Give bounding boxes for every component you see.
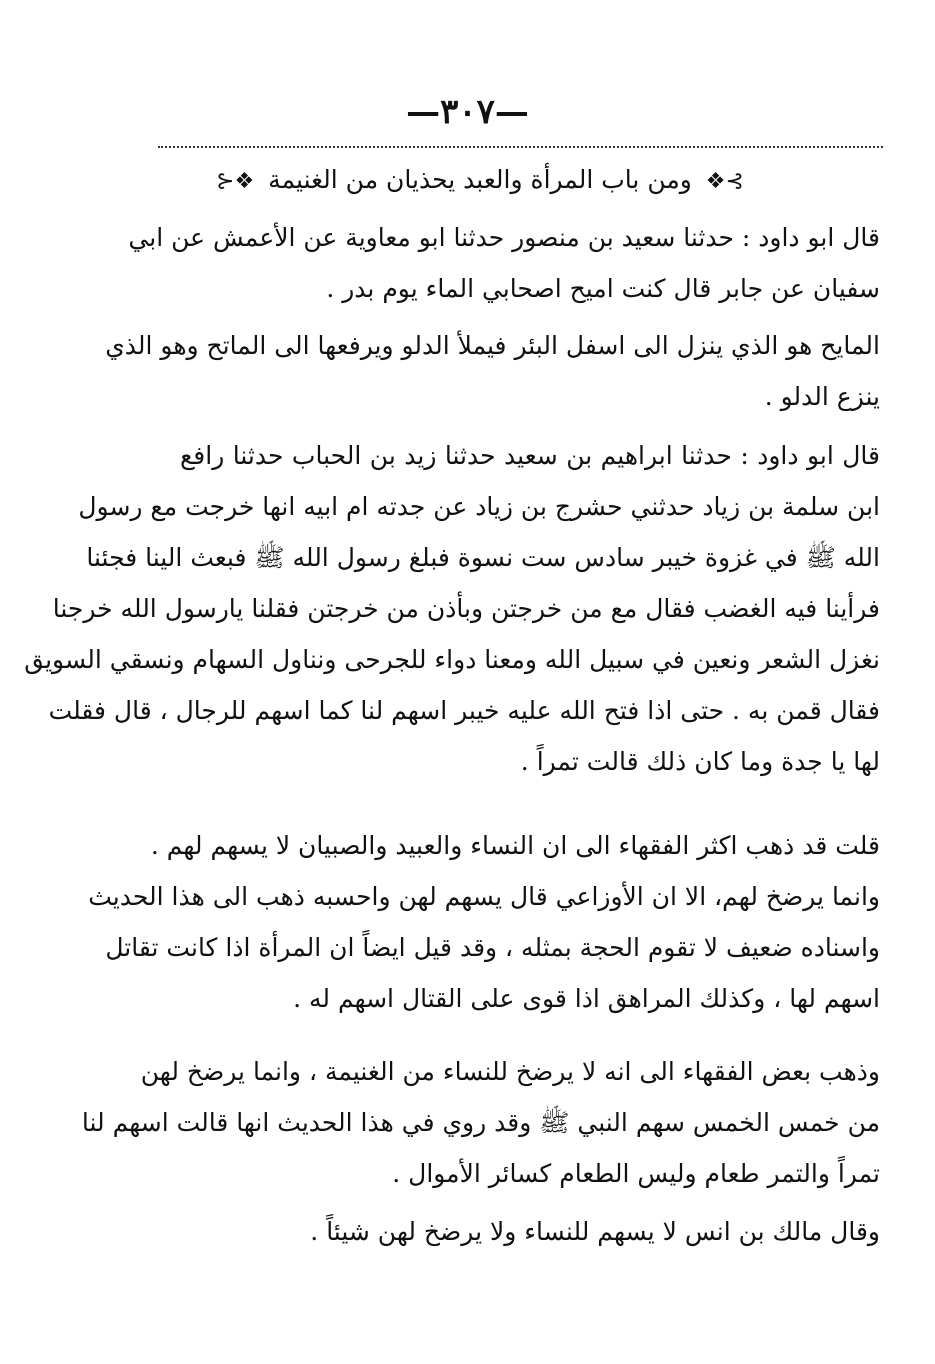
paragraph-4 <box>88 820 880 1024</box>
paragraph-1 <box>128 212 880 314</box>
paragraph-6 <box>180 1206 880 1257</box>
text-line: من خمس الخمس سهم النبي ﷺ وقد روي في هذا الحديث انها قالت اسهم لنا <box>81 1108 880 1137</box>
text-line: قال ابو داود : حدثنا سعيد بن منصور حدثنا ابو معاوية عن الأعمش عن ابي <box>128 223 880 252</box>
text-line: وذهب بعض الفقهاء الى انه لا يرضخ للنساء من الغنيمة ، وانما يرضخ لهن <box>140 1057 880 1086</box>
text-line: قلت قد ذهب اكثر الفقهاء الى ان النساء والعبيد والصبيان لا يسهم لهم . <box>150 831 880 860</box>
header-divider <box>158 146 883 148</box>
chapter-heading-text: ومن باب المرأة والعبد يحذيان من الغنيمة <box>268 165 692 194</box>
text-line: تمراً والتمر طعام وليس الطعام كسائر الأموال . <box>392 1159 880 1188</box>
text-line: فقال قمن به . حتى اذا فتح الله عليه خيبر اسهم لنا كما اسهم للرجال ، قال فقلت <box>48 696 880 725</box>
paragraph-3 <box>24 430 880 787</box>
text-line: ينزع الدلو . <box>764 382 880 411</box>
text-line: وانما يرضخ لهم، الا ان الأوزاعي قال يسهم لهن واحسبه ذهب الى هذا الحديث <box>88 882 880 911</box>
page-number: —٣٠٧— <box>406 92 529 132</box>
text-line: فرأينا فيه الغضب فقال مع من خرجتن وبأذن من خرجتن فقلنا يارسول الله خرجنا <box>52 594 880 623</box>
text-line: سفيان عن جابر قال كنت اميح اصحابي الماء يوم بدر . <box>326 274 880 303</box>
text-line: اسهم لها ، وكذلك المراهق اذا قوى على القتال اسهم له . <box>293 984 880 1013</box>
text-line: واسناده ضعيف لا تقوم الحجة بمثله ، وقد قيل ايضاً ان المرأة اذا كانت تقاتل <box>105 933 880 962</box>
ornament-left-icon: ❖⊰ <box>216 169 255 194</box>
text-line: الله ﷺ في غزوة خيبر سادس ست نسوة فبلغ رسول الله ﷺ فبعث الينا فجئنا <box>86 543 880 572</box>
paragraph-2 <box>105 320 880 422</box>
text-line: نغزل الشعر ونعين في سبيل الله ومعنا دواء للجرحى ونناول السهام ونسقي السويق <box>24 645 880 674</box>
text-line: قال ابو داود : حدثنا ابراهيم بن سعيد حدثنا زيد بن الحباب حدثنا رافع <box>180 441 880 470</box>
chapter-heading <box>200 158 760 204</box>
text-line: وقال مالك بن انس لا يسهم للنساء ولا يرضخ لهن شيئاً . <box>310 1217 880 1246</box>
text-line: لها يا جدة وما كان ذلك قالت تمراً . <box>520 747 880 776</box>
ornament-right-icon: ⊱❖ <box>705 169 744 194</box>
paragraph-5 <box>81 1046 880 1199</box>
text-line: المايح هو الذي ينزل الى اسفل البئر فيملأ الدلو ويرفعها الى الماتح وهو الذي <box>105 331 880 360</box>
text-line: ابن سلمة بن زياد حدثني حشرج بن زياد عن جدته ام ابيه انها خرجت مع رسول <box>78 492 880 521</box>
